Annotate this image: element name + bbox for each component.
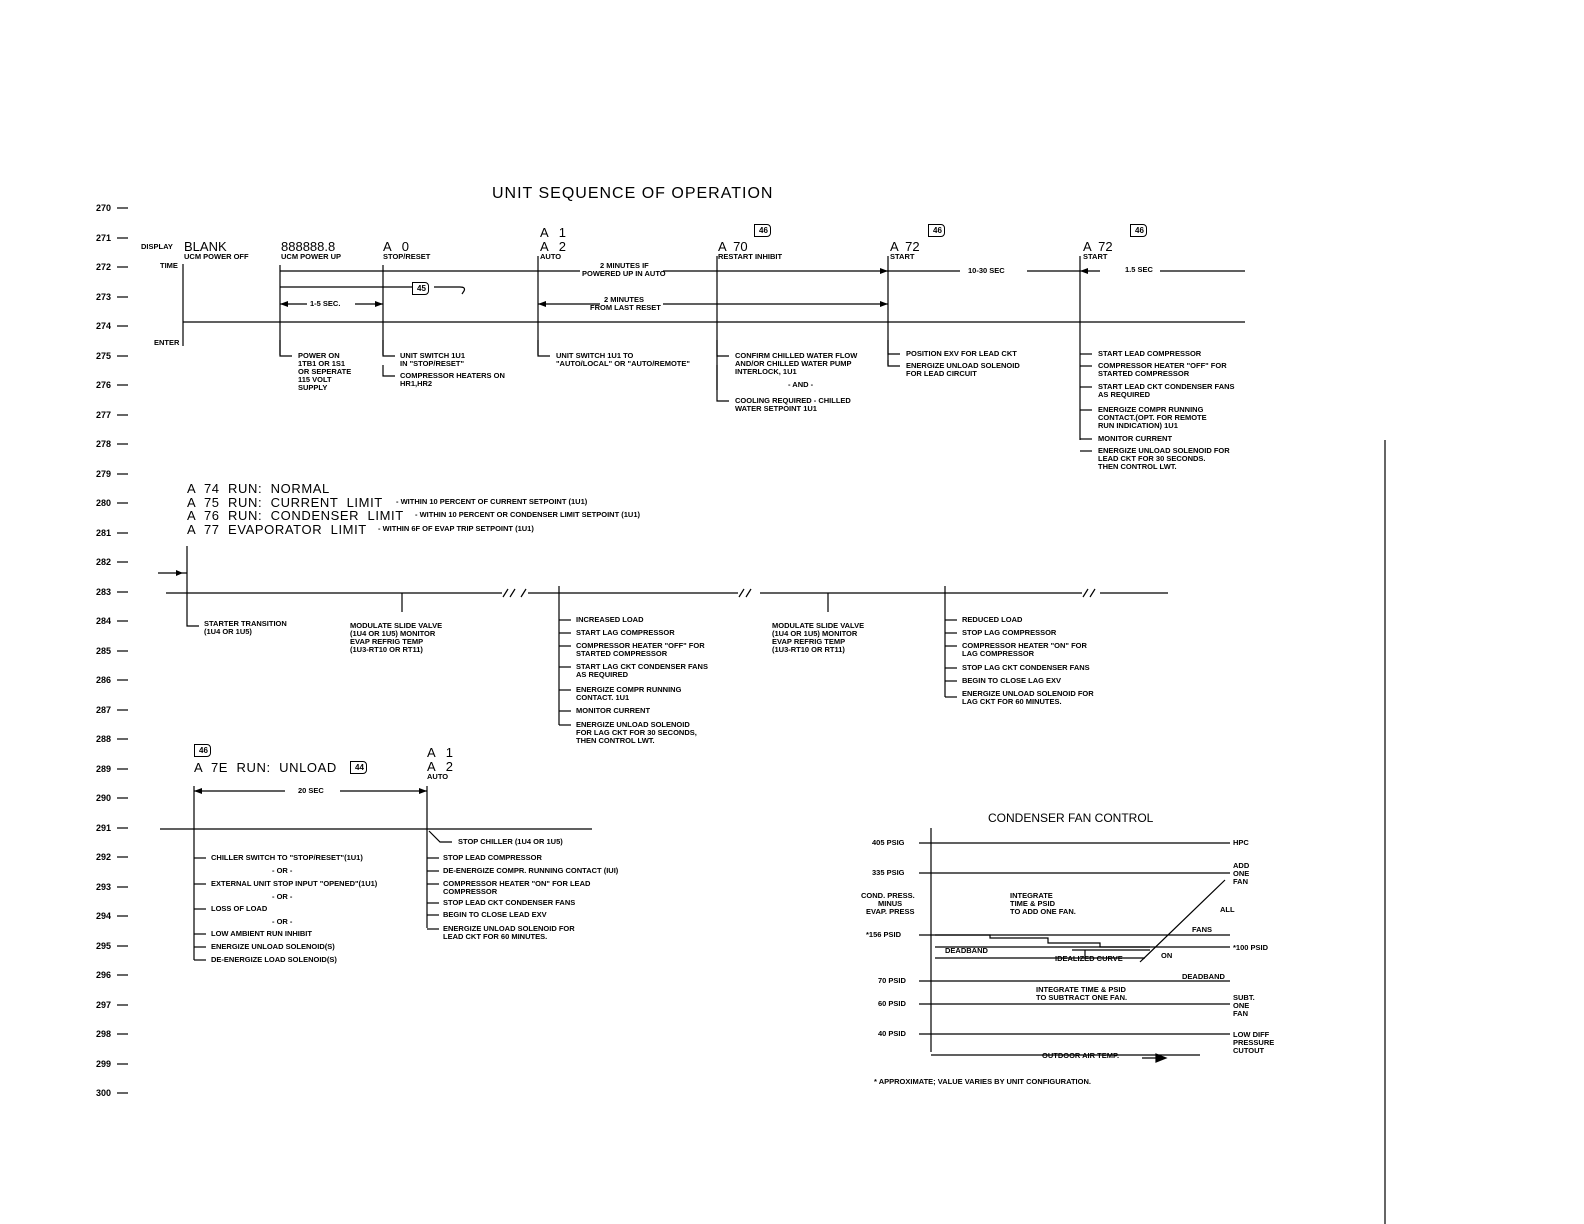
row-label: 289 xyxy=(96,764,112,774)
run-mode-note: - WITHIN 6F OF EVAP TRIP SETPOINT (1U1) xyxy=(378,524,534,533)
run-mode-note: - WITHIN 10 PERCENT OR CONDENSER LIMIT SETPOINT (1U1) xyxy=(415,510,641,519)
note-line: ENERGIZE UNLOAD SOLENOID xyxy=(906,361,1020,370)
note-line: BEGIN TO CLOSE LAG EXV xyxy=(962,676,1062,685)
state-sub: START xyxy=(890,252,915,261)
state-sub: RESTART INHIBIT xyxy=(718,252,783,261)
right-label: HPC xyxy=(1233,838,1249,847)
revision-badge: 45 xyxy=(412,282,429,295)
fan-add-line xyxy=(1140,880,1225,962)
note-line: POWER ON xyxy=(298,351,340,360)
row-label: 298 xyxy=(96,1029,112,1039)
note-line: START LAG CKT CONDENSER FANS xyxy=(576,662,708,671)
note-line: EVAP REFRIG TEMP xyxy=(772,637,846,646)
row-label: 273 xyxy=(96,292,112,302)
note-line: (1U3-RT10 OR RT11) xyxy=(772,645,845,654)
note-line: HR1,HR2 xyxy=(400,379,433,388)
row-label: 293 xyxy=(96,882,112,892)
note-line: UNIT SWITCH 1U1 xyxy=(400,351,466,360)
run-mode-code: A 75 RUN: CURRENT LIMIT xyxy=(187,495,383,510)
state-code: BLANK xyxy=(184,239,227,254)
row-label: 285 xyxy=(96,646,112,656)
note-line: POSITION EXV FOR LEAD CKT xyxy=(906,349,1017,358)
revision-badge: 44 xyxy=(350,761,367,774)
note-line: COMPRESSOR HEATER "OFF" FOR xyxy=(1098,361,1227,370)
note-line: INCREASED LOAD xyxy=(576,615,644,624)
interval-label: 10-30 SEC xyxy=(968,266,1005,275)
interval-label: 20 SEC xyxy=(298,786,324,795)
note-line: REDUCED LOAD xyxy=(962,615,1023,624)
note-line: ENERGIZE COMPR RUNNING xyxy=(1098,405,1204,414)
row-label: 284 xyxy=(96,616,112,626)
run-mode-note: - WITHIN 10 PERCENT OF CURRENT SETPOINT (1U1) xyxy=(396,497,588,506)
state-sub: START xyxy=(1083,252,1108,261)
state-code: A 0 xyxy=(383,239,410,254)
note-line: RUN INDICATION) 1U1 xyxy=(1098,421,1178,430)
interval-label: FROM LAST RESET xyxy=(590,303,661,312)
note-line: LOW AMBIENT RUN INHIBIT xyxy=(211,929,312,938)
right-label: PRESSURE xyxy=(1233,1038,1275,1047)
note-line: CONTACT.(OPT. FOR REMOTE xyxy=(1098,413,1207,422)
right-label: FAN xyxy=(1233,1009,1248,1018)
row-label: 288 xyxy=(96,734,112,744)
state-code: A 72 xyxy=(890,239,920,254)
y-label: 335 PSIG xyxy=(872,868,905,877)
page-title: UNIT SEQUENCE OF OPERATION xyxy=(492,185,774,202)
revision-badge: 46 xyxy=(928,224,945,237)
right-label: CUTOUT xyxy=(1233,1046,1265,1055)
right-label: ONE xyxy=(1233,1001,1250,1010)
right-label: *100 PSID xyxy=(1233,943,1269,952)
note-line: STARTER TRANSITION xyxy=(204,619,287,628)
deadband-label: DEADBAND xyxy=(945,946,988,955)
display-label: DISPLAY xyxy=(141,242,173,251)
time-label: TIME xyxy=(160,261,178,270)
state-code: A 2 xyxy=(427,759,454,774)
note-line: SUPPLY xyxy=(298,383,328,392)
note-line: IN "STOP/RESET" xyxy=(400,359,465,368)
note-line: STOP CHILLER (1U4 OR 1U5) xyxy=(458,837,563,846)
note-line: ENERGIZE UNLOAD SOLENOID FOR xyxy=(962,689,1094,698)
footnote: * APPROXIMATE; VALUE VARIES BY UNIT CONFIGURATION. xyxy=(874,1077,1091,1086)
note-line: ENERGIZE UNLOAD SOLENOID(S) xyxy=(211,942,335,951)
note-line: DE-ENERGIZE COMPR. RUNNING CONTACT (IUI) xyxy=(443,866,619,875)
note-line: COMPRESSOR xyxy=(443,887,498,896)
row-label: 292 xyxy=(96,852,112,862)
enter-label: ENTER xyxy=(154,338,180,347)
y-label: 40 PSID xyxy=(878,1029,906,1038)
note-line: UNIT SWITCH 1U1 TO xyxy=(556,351,634,360)
note-line: (1U3-RT10 OR RT11) xyxy=(350,645,423,654)
note-line: STARTED COMPRESSOR xyxy=(576,649,668,658)
row-label: 275 xyxy=(96,351,112,361)
note-line: - AND - xyxy=(788,380,814,389)
state-sub: UCM POWER UP xyxy=(281,252,341,261)
right-label: SUBT. xyxy=(1233,993,1255,1002)
idealized-curve-label: IDEALIZED CURVE xyxy=(1055,954,1123,963)
chart-annotation: TO SUBTRACT ONE FAN. xyxy=(1036,993,1128,1002)
note-line: CONTACT. 1U1 xyxy=(576,693,630,702)
row-label: 274 xyxy=(96,321,112,331)
state-sub: UCM POWER OFF xyxy=(184,252,249,261)
note-line: OR SEPERATE xyxy=(298,367,352,376)
note-line: AS REQUIRED xyxy=(576,670,629,679)
note-line: - OR - xyxy=(272,866,293,875)
note-line: AS REQUIRED xyxy=(1098,390,1151,399)
note-line: CONFIRM CHILLED WATER FLOW xyxy=(735,351,858,360)
row-label: 291 xyxy=(96,823,112,833)
note-line: STOP LEAD COMPRESSOR xyxy=(443,853,542,862)
row-label: 300 xyxy=(96,1088,112,1098)
note-line: COMPRESSOR HEATERS ON xyxy=(400,371,505,380)
note-line: COMPRESSOR HEATER "ON" FOR xyxy=(962,641,1087,650)
run-mode-code: A 77 EVAPORATOR LIMIT xyxy=(187,522,367,537)
note-line: STOP LAG CKT CONDENSER FANS xyxy=(962,663,1090,672)
note-line: AND/OR CHILLED WATER PUMP xyxy=(735,359,852,368)
row-label: 287 xyxy=(96,705,112,715)
note-line: THEN CONTROL LWT. xyxy=(1098,462,1177,471)
revision-badge: 46 xyxy=(194,744,211,757)
row-label: 281 xyxy=(96,528,112,538)
note-line: STARTED COMPRESSOR xyxy=(1098,369,1190,378)
row-label: 299 xyxy=(96,1059,112,1069)
note-line: STOP LAG COMPRESSOR xyxy=(962,628,1057,637)
y-caption: COND. PRESS. xyxy=(861,891,915,900)
interval-label: 1.5 SEC xyxy=(1125,265,1153,274)
note-line: DE-ENERGIZE LOAD SOLENOID(S) xyxy=(211,955,337,964)
note-line: FOR LAG CKT FOR 30 SECONDS, xyxy=(576,728,697,737)
y-label: 60 PSID xyxy=(878,999,906,1008)
chart-annotation: TIME & PSID xyxy=(1010,899,1056,908)
run-mode-code: A 74 RUN: NORMAL xyxy=(187,481,330,496)
fan-chart-title: CONDENSER FAN CONTROL xyxy=(988,811,1154,825)
state-code: A 2 xyxy=(540,239,567,254)
row-label: 282 xyxy=(96,557,112,567)
note-line: FOR LEAD CIRCUIT xyxy=(906,369,977,378)
unload-code: A 7E RUN: UNLOAD xyxy=(194,760,337,775)
note-line: CHILLER SWITCH TO "STOP/RESET"(1U1) xyxy=(211,853,363,862)
note-line: MONITOR CURRENT xyxy=(1098,434,1173,443)
row-label: 279 xyxy=(96,469,112,479)
note-line: (1U4 OR 1U5) MONITOR xyxy=(350,629,436,638)
note-line: LEAD CKT FOR 30 SECONDS. xyxy=(1098,454,1206,463)
row-label: 286 xyxy=(96,675,112,685)
row-label: 283 xyxy=(96,587,112,597)
note-line: INTERLOCK, 1U1 xyxy=(735,367,797,376)
state-sub: STOP/RESET xyxy=(383,252,431,261)
note-line: (1U4 OR 1U5) MONITOR xyxy=(772,629,858,638)
note-line: (1U4 OR 1U5) xyxy=(204,627,252,636)
note-line: START LAG COMPRESSOR xyxy=(576,628,675,637)
note-line: "AUTO/LOCAL" OR "AUTO/REMOTE" xyxy=(556,359,690,368)
note-line: MODULATE SLIDE VALVE xyxy=(772,621,865,630)
note-line: LAG COMPRESSOR xyxy=(962,649,1035,658)
y-label: 70 PSID xyxy=(878,976,906,985)
note-line: 1TB1 OR 1S1 xyxy=(298,359,346,368)
note-line: LOSS OF LOAD xyxy=(211,904,268,913)
state-sub: AUTO xyxy=(427,772,449,781)
right-label: FAN xyxy=(1233,877,1248,886)
right-label: ONE xyxy=(1233,869,1250,878)
note-line: MONITOR CURRENT xyxy=(576,706,651,715)
row-label: 272 xyxy=(96,262,112,272)
chart-annotation: TO ADD ONE FAN. xyxy=(1010,907,1076,916)
row-label: 278 xyxy=(96,439,112,449)
y-caption: EVAP. PRESS xyxy=(866,907,915,916)
run-mode-code: A 76 RUN: CONDENSER LIMIT xyxy=(187,508,404,523)
y-caption: MINUS xyxy=(878,899,903,908)
row-label: 297 xyxy=(96,1000,112,1010)
row-label: 276 xyxy=(96,380,112,390)
interval-label: POWERED UP IN AUTO xyxy=(582,269,666,278)
note-line: 115 VOLT xyxy=(298,375,332,384)
y-label: *156 PSID xyxy=(866,930,902,939)
interval-label: 1-5 SEC. xyxy=(310,299,341,308)
on-label: ON xyxy=(1161,951,1173,960)
row-label: 290 xyxy=(96,793,112,803)
note-line: START LEAD COMPRESSOR xyxy=(1098,349,1202,358)
state-code-top: A 1 xyxy=(540,225,567,240)
note-line: STOP LEAD CKT CONDENSER FANS xyxy=(443,898,576,907)
note-line: LAG CKT FOR 60 MINUTES. xyxy=(962,697,1062,706)
deadband-label: DEADBAND xyxy=(1182,972,1225,981)
state-code-top: A 1 xyxy=(427,745,454,760)
note-line: EXTERNAL UNIT STOP INPUT "OPENED"(1U1) xyxy=(211,879,378,888)
row-label: 295 xyxy=(96,941,112,951)
note-line: START LEAD CKT CONDENSER FANS xyxy=(1098,382,1235,391)
note-line: ENERGIZE UNLOAD SOLENOID xyxy=(576,720,690,729)
note-line: ENERGIZE UNLOAD SOLENOID FOR xyxy=(443,924,575,933)
row-label: 296 xyxy=(96,970,112,980)
note-line: COMPRESSOR HEATER "OFF" FOR xyxy=(576,641,705,650)
note-line: THEN CONTROL LWT. xyxy=(576,736,655,745)
row-label: 271 xyxy=(96,233,112,243)
chart-annotation: INTEGRATE xyxy=(1010,891,1053,900)
note-line: ENERGIZE UNLOAD SOLENOID FOR xyxy=(1098,446,1230,455)
note-line: MODULATE SLIDE VALVE xyxy=(350,621,443,630)
state-sub: AUTO xyxy=(540,252,562,261)
chart-annotation: INTEGRATE TIME & PSID xyxy=(1036,985,1126,994)
right-label: FANS xyxy=(1192,925,1213,934)
note-line: COMPRESSOR HEATER "ON" FOR LEAD xyxy=(443,879,591,888)
state-code: A 70 xyxy=(718,239,748,254)
note-line: EVAP REFRIG TEMP xyxy=(350,637,424,646)
state-code: 888888.8 xyxy=(281,239,336,254)
note-line: - OR - xyxy=(272,892,293,901)
note-line: LEAD CKT FOR 60 MINUTES. xyxy=(443,932,548,941)
note-line: - OR - xyxy=(272,917,293,926)
note-line: ENERGIZE COMPR RUNNING xyxy=(576,685,682,694)
note-line: COOLING REQUIRED - CHILLED xyxy=(735,396,851,405)
right-label: LOW DIFF xyxy=(1233,1030,1270,1039)
x-axis-label: OUTDOOR AIR TEMP. xyxy=(1042,1051,1120,1060)
right-label: ALL xyxy=(1220,905,1235,914)
row-label: 294 xyxy=(96,911,112,921)
row-label: 277 xyxy=(96,410,112,420)
revision-badge: 46 xyxy=(1130,224,1147,237)
row-label: 280 xyxy=(96,498,112,508)
note-line: BEGIN TO CLOSE LEAD EXV xyxy=(443,910,547,919)
note-line: WATER SETPOINT 1U1 xyxy=(735,404,817,413)
y-label: 405 PSIG xyxy=(872,838,905,847)
interval-label: 2 MINUTES IF xyxy=(600,261,649,270)
right-label: ADD xyxy=(1233,861,1250,870)
revision-badge: 46 xyxy=(754,224,771,237)
state-code: A 72 xyxy=(1083,239,1113,254)
interval-label: 2 MINUTES xyxy=(604,295,645,304)
row-label: 270 xyxy=(96,203,112,213)
